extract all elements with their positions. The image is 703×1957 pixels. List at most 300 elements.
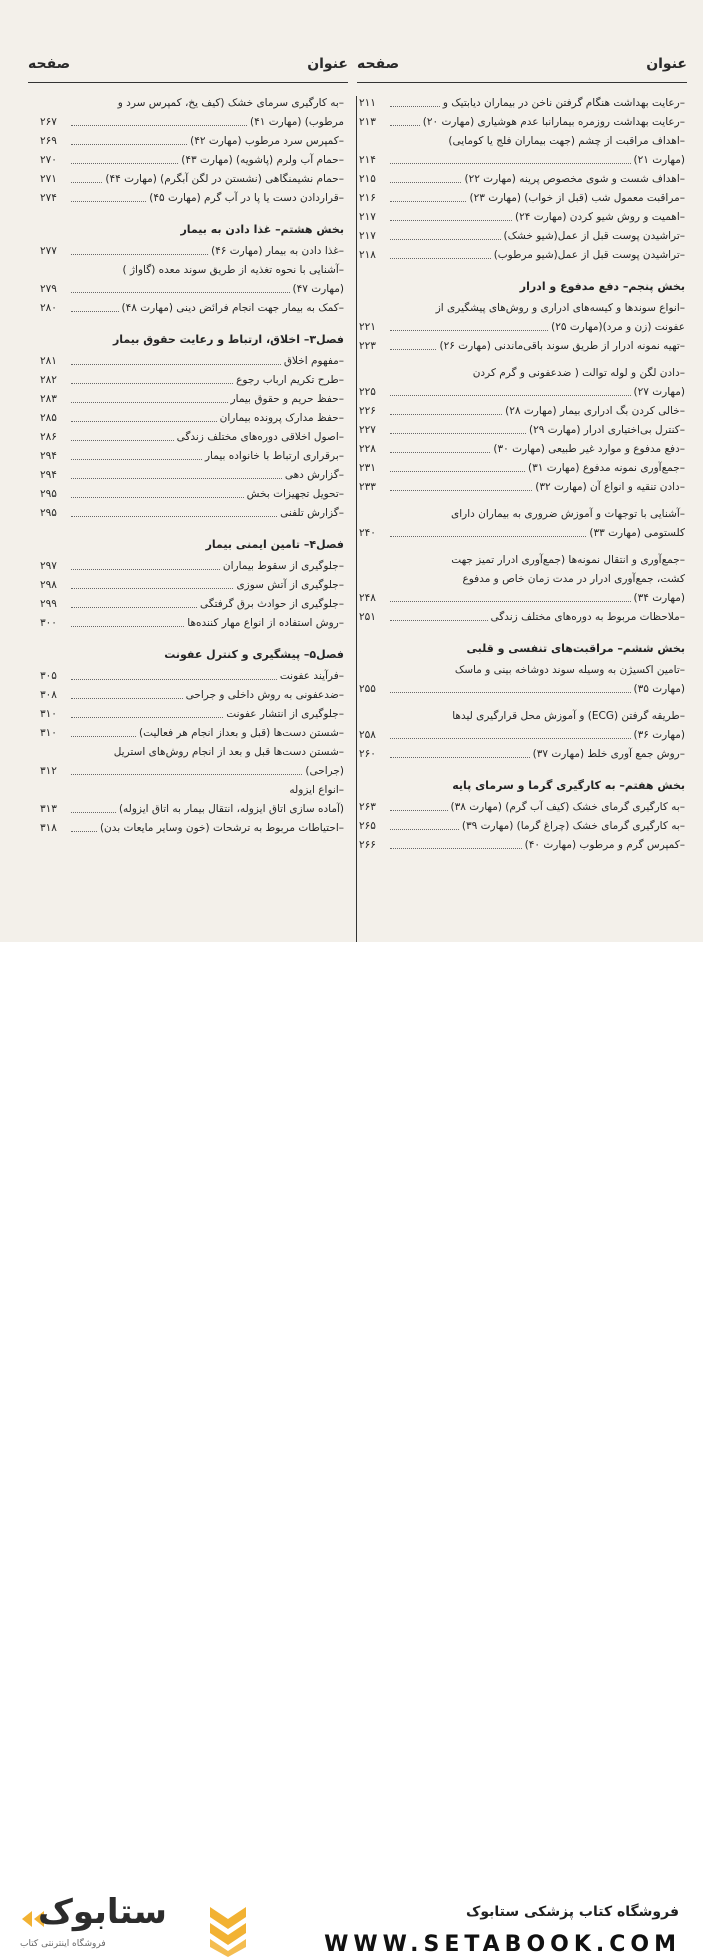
dot-leader	[71, 201, 146, 202]
dot-leader	[71, 679, 277, 680]
toc-entry	[359, 798, 685, 817]
toc-entry	[40, 390, 344, 409]
toc-page-number: ۲۹۵	[40, 488, 57, 500]
toc-entry-title: –کمپرس گرم و مرطوب (مهارت ۴۰)	[524, 839, 685, 851]
toc-entry	[40, 485, 344, 504]
toc-entry	[359, 551, 685, 608]
toc-entry-title: –انواع ایزوله	[289, 784, 344, 796]
dot-leader	[390, 395, 631, 396]
right-header-page: صفحه	[357, 56, 400, 72]
toc-entry	[359, 608, 685, 627]
toc-line	[359, 364, 685, 383]
toc-page-number: ۲۴۰	[359, 527, 376, 539]
toc-entry	[359, 459, 685, 478]
toc-line	[359, 726, 685, 745]
toc-line	[40, 781, 344, 800]
left-column-header	[28, 50, 348, 80]
toc-page-number: ۲۹۷	[40, 560, 57, 572]
toc-entry-title: –تامین اکسیژن به وسیله سوند دوشاخه بینی و ماسک	[454, 664, 685, 676]
store-url[interactable]: WWW.SETABOOK.COM	[324, 1932, 681, 1957]
toc-line	[359, 661, 685, 680]
dot-leader	[390, 738, 631, 739]
dot-leader	[390, 182, 461, 183]
toc-line	[359, 94, 685, 113]
dot-leader	[390, 330, 548, 331]
toc-entry-title: عفونت (زن و مرد)(مهارت ۲۵)	[551, 321, 685, 333]
toc-page-number: ۳۱۰	[40, 727, 57, 739]
toc-page-number: ۲۸۶	[40, 431, 57, 443]
toc-line	[359, 836, 685, 855]
toc-entry-title: –حفظ حریم و حقوق بیمار	[230, 393, 344, 405]
toc-page-number: ۲۸۳	[40, 393, 57, 405]
toc-entry-title: –گزارش دهی	[284, 469, 344, 481]
toc-entry	[359, 707, 685, 745]
toc-entry	[359, 836, 685, 855]
right-header-title: عنوان	[646, 56, 687, 72]
toc-line	[359, 745, 685, 764]
toc-line	[359, 227, 685, 246]
toc-entry-title: –اهداف شست و شوی مخصوص پرینه (مهارت ۲۲)	[464, 173, 685, 185]
toc-line	[40, 352, 344, 371]
dot-leader	[390, 239, 501, 240]
toc-entry-title: –دادن تنقیه و انواع آن (مهارت ۳۲)	[535, 481, 685, 493]
dot-leader	[71, 125, 247, 126]
toc-entry	[40, 504, 344, 523]
toc-line	[40, 132, 344, 151]
toc-entry-title: –حمام نشیمنگاهی (نشستن در لگن آبگرم) (مهارت ۴۴)	[105, 173, 344, 185]
toc-entry	[359, 189, 685, 208]
toc-line	[40, 466, 344, 485]
toc-page-number: ۳۰۸	[40, 689, 57, 701]
left-header-title: عنوان	[307, 56, 348, 72]
toc-entry-title: –به کارگیری گرمای خشک (کیف آب گرم) (مهارت ۳۸)	[450, 801, 685, 813]
toc-entry	[40, 667, 344, 686]
toc-entry-title: –کمپرس سرد مرطوب (مهارت ۴۲)	[190, 135, 344, 147]
brand-subtitle: فروشگاه اینترنتی کتاب	[20, 1939, 106, 1949]
dot-leader	[390, 349, 436, 350]
toc-entry	[359, 227, 685, 246]
toc-entry-title: –قراردادن دست یا پا در آب گرم (مهارت ۴۵)	[149, 192, 344, 204]
toc-line	[40, 800, 344, 819]
toc-page-number: ۲۱۳	[359, 116, 376, 128]
toc-line	[40, 819, 344, 838]
dot-leader	[71, 292, 290, 293]
toc-line	[359, 383, 685, 402]
toc-entry-title: –فرآیند عفونت	[279, 670, 344, 682]
spacer	[359, 543, 685, 551]
toc-entry	[40, 595, 344, 614]
toc-page-number: ۲۷۷	[40, 245, 57, 257]
section-heading: بخش ششم– مراقبت‌های تنفسی و قلبی	[466, 642, 685, 655]
footer-banner	[0, 942, 703, 1957]
dot-leader	[390, 452, 490, 453]
toc-entry	[359, 505, 685, 543]
toc-line	[359, 570, 685, 589]
toc-line	[359, 551, 685, 570]
toc-entry	[359, 299, 685, 337]
toc-entry-title: –رعایت بهداشت هنگام گرفتن ناخن در بیماران دیابتیک و	[442, 97, 685, 109]
toc-line	[40, 261, 344, 280]
toc-page-number: ۲۲۱	[359, 321, 376, 333]
toc-page-number: ۲۶۳	[359, 801, 376, 813]
left-header-page: صفحه	[28, 56, 71, 72]
dot-leader	[71, 254, 208, 255]
toc-page-number: ۲۵۱	[359, 611, 376, 623]
toc-entry	[40, 371, 344, 390]
toc-page-number: ۳۱۳	[40, 803, 57, 815]
right-column-header	[357, 50, 687, 80]
dot-leader	[71, 144, 187, 145]
toc-page-number: ۲۶۶	[359, 839, 376, 851]
section-heading: فصل۴– تامین ایمنی بیمار	[205, 538, 344, 551]
toc-entry	[40, 261, 344, 299]
toc-line	[40, 94, 344, 113]
toc-entry	[359, 478, 685, 497]
toc-line	[40, 428, 344, 447]
toc-line	[40, 390, 344, 409]
toc-entry-title: –کمک به بیمار جهت انجام فرائض دینی (مهارت ۴۸)	[121, 302, 344, 314]
toc-entry-title: –جلوگیری از آتش سوزی	[236, 579, 344, 591]
toc-line	[359, 524, 685, 543]
toc-line	[40, 485, 344, 504]
dot-leader	[71, 383, 233, 384]
dot-leader	[71, 163, 178, 164]
toc-entry-title: –تحویل تجهیزات بخش	[246, 488, 344, 500]
toc-entry-title: –حمام آب ولرم (پاشویه) (مهارت ۴۳)	[181, 154, 344, 166]
section-heading: بخش پنجم– دفع مدفوع و ادرار	[519, 280, 685, 293]
toc-page-number: ۲۷۰	[40, 154, 57, 166]
dot-leader	[390, 620, 488, 621]
toc-line	[359, 680, 685, 699]
toc-page-number: ۲۱۶	[359, 192, 376, 204]
dot-leader	[390, 601, 631, 602]
toc-entry	[40, 743, 344, 781]
toc-entry-title: –شستن دست‌ها قبل و بعد از انجام روش‌های استریل	[113, 746, 344, 758]
dot-leader	[390, 810, 448, 811]
dot-leader	[390, 829, 459, 830]
toc-entry-title: –جلوگیری از سقوط بیماران	[222, 560, 344, 572]
logo-chevron-icon	[210, 1907, 246, 1957]
toc-page-number: ۲۸۰	[40, 302, 57, 314]
dot-leader	[71, 182, 102, 183]
toc-entry	[40, 557, 344, 576]
dot-leader	[71, 569, 220, 570]
toc-page-number: ۲۱۷	[359, 230, 376, 242]
toc-entry-title: –اصول اخلاقی دوره‌های مختلف زندگی	[176, 431, 344, 443]
toc-entry-title: –طرح تکریم ارباب رجوع	[236, 374, 344, 386]
toc-line	[40, 724, 344, 743]
toc-entry-title: –برقراری ارتباط با خانواده بیمار	[204, 450, 344, 462]
toc-line	[359, 189, 685, 208]
dot-leader	[71, 812, 116, 813]
toc-line	[359, 132, 685, 151]
toc-entry-title: –کنترل بی‌اختیاری ادرار (مهارت ۲۹)	[528, 424, 685, 436]
toc-page-number: ۲۴۸	[359, 592, 376, 604]
dot-leader	[71, 364, 281, 365]
toc-entry-title: (مهارت ۳۵)	[633, 683, 685, 695]
toc-entry-title: –دادن لگن و لوله توالت ( ضدعفونی و گرم کردن	[472, 367, 685, 379]
toc-page-number: ۲۳۱	[359, 462, 376, 474]
toc-line	[359, 151, 685, 170]
toc-line	[40, 242, 344, 261]
toc-page-number: ۲۶۷	[40, 116, 57, 128]
toc-entry-title: –گزارش تلفنی	[280, 507, 344, 519]
toc-line	[40, 705, 344, 724]
dot-leader	[71, 831, 97, 832]
toc-entry-title: –جمع‌آوری و انتقال نمونه‌ها (جمع‌آوری ادرار تمیز جهت	[451, 554, 685, 566]
toc-entry	[359, 337, 685, 356]
dot-leader	[390, 757, 530, 758]
toc-line	[359, 608, 685, 627]
dot-leader	[71, 478, 282, 479]
toc-page-number: ۳۱۲	[40, 765, 57, 777]
toc-entry-title: –رعایت بهداشت روزمره بیمارانبا عدم هوشیاری (مهارت ۲۰)	[422, 116, 685, 128]
toc-line	[40, 557, 344, 576]
toc-page-number: ۳۰۵	[40, 670, 57, 682]
toc-entry	[40, 686, 344, 705]
toc-entry	[40, 170, 344, 189]
dot-leader	[71, 698, 183, 699]
toc-entry-title: (مهارت ۳۴)	[633, 592, 685, 604]
toc-entry	[40, 576, 344, 595]
toc-line	[40, 113, 344, 132]
toc-line	[359, 337, 685, 356]
toc-entry-title: –آشنایی با نحوه تغذیه از طریق سوند معده (گاواژ )	[122, 264, 344, 276]
toc-page-number: ۲۱۵	[359, 173, 376, 185]
toc-entry	[359, 364, 685, 402]
spacer	[359, 699, 685, 707]
toc-entry	[40, 409, 344, 428]
toc-entry	[40, 94, 344, 132]
dot-leader	[71, 402, 228, 403]
dot-leader	[71, 516, 277, 517]
toc-entry	[40, 352, 344, 371]
toc-entry-title: –ضدعفونی به روش داخلی و جراحی	[185, 689, 344, 701]
dot-leader	[71, 497, 244, 498]
toc-entry-title: –تهیه نمونه ادرار از طریق سوند باقی‌ماندنی (مهارت ۲۶)	[439, 340, 685, 352]
toc-entry	[359, 113, 685, 132]
toc-entry	[40, 614, 344, 633]
dot-leader	[71, 459, 202, 460]
dot-leader	[390, 471, 525, 472]
toc-line	[359, 402, 685, 421]
toc-entry-title: (مهارت ۲۱)	[633, 154, 685, 166]
store-name: فروشگاه کتاب پزشکی ستابوک	[466, 1904, 679, 1920]
toc-line	[40, 686, 344, 705]
toc-entry-title: کشت، جمع‌آوری ادرار در مدت زمان خاص و مدفوع	[462, 573, 685, 585]
toc-entry-title: (مهارت ۲۷)	[633, 386, 685, 398]
toc-entry-title: –حفظ مدارک پرونده بیماران	[219, 412, 344, 424]
toc-entry-title: –مراقبت معمول شب (قبل از خواب) (مهارت ۲۳)	[469, 192, 685, 204]
toc-page-number: ۲۷۱	[40, 173, 57, 185]
toc-page-number: ۲۶۹	[40, 135, 57, 147]
dot-leader	[390, 490, 532, 491]
toc-page-number: ۲۷۴	[40, 192, 57, 204]
toc-page-number: ۲۲۷	[359, 424, 376, 436]
right-column-toc	[359, 94, 685, 855]
toc-line	[40, 409, 344, 428]
toc-entry	[40, 724, 344, 743]
toc-entry-title: –تراشیدن پوست قبل از عمل(شیو مرطوب)	[493, 249, 685, 261]
spacer	[359, 356, 685, 364]
toc-line	[359, 589, 685, 608]
toc-line	[40, 576, 344, 595]
toc-line	[359, 798, 685, 817]
toc-entry-title: (آماده سازی اتاق ایزوله، انتقال بیمار به اتاق ایزوله)	[118, 803, 344, 815]
dot-leader	[390, 414, 502, 415]
toc-entry-title: –احتیاطات مربوط به ترشحات (خون وسایر مایعات بدن)	[99, 822, 344, 834]
toc-entry-title: –دفع مدفوع و موارد غیر طبیعی (مهارت ۳۰)	[493, 443, 685, 455]
toc-entry-title: –انواع سوندها و کیسه‌های ادراری و روش‌های پیشگیری از	[435, 302, 685, 314]
toc-entry-title: (مهارت ۳۶)	[633, 729, 685, 741]
toc-page-number: ۲۹۸	[40, 579, 57, 591]
toc-line	[359, 170, 685, 189]
dot-leader	[390, 201, 466, 202]
toc-entry	[40, 299, 344, 318]
toc-line	[40, 151, 344, 170]
toc-entry-title: –طریقه گرفتن (ECG) و آموزش محل قرارگیری لیدها	[452, 710, 685, 722]
dot-leader	[71, 626, 184, 627]
dot-leader	[71, 736, 136, 737]
toc-page-number: ۲۱۸	[359, 249, 376, 261]
toc-entry-title: –غذا دادن به بیمار (مهارت ۴۶)	[211, 245, 344, 257]
spacer	[359, 497, 685, 505]
toc-entry	[40, 466, 344, 485]
toc-entry	[40, 781, 344, 819]
toc-entry-title: کلستومی (مهارت ۳۳)	[589, 527, 685, 539]
toc-entry-title: –آشنایی با توجهات و آموزش ضروری به بیماران دارای	[451, 508, 685, 520]
toc-line	[359, 421, 685, 440]
toc-line	[359, 459, 685, 478]
toc-entry	[359, 817, 685, 836]
toc-line	[359, 208, 685, 227]
dot-leader	[390, 433, 526, 434]
toc-page-number: ۲۹۵	[40, 507, 57, 519]
toc-line	[40, 595, 344, 614]
toc-page-number: ۲۱۴	[359, 154, 376, 166]
dot-leader	[390, 163, 631, 164]
section-heading: فصل۳– اخلاق، ارتباط و رعایت حقوق بیمار	[112, 333, 344, 346]
toc-entry-title: (مهارت ۴۷)	[292, 283, 344, 295]
toc-line	[359, 707, 685, 726]
dot-leader	[390, 692, 631, 693]
toc-line	[40, 667, 344, 686]
dot-leader	[71, 440, 174, 441]
toc-page-number: ۲۵۸	[359, 729, 376, 741]
toc-line	[359, 299, 685, 318]
toc-page-number: ۳۱۸	[40, 822, 57, 834]
dot-leader	[71, 588, 233, 589]
toc-line	[359, 478, 685, 497]
toc-entry-title: –خالی کردن بگ ادراری بیمار (مهارت ۲۸)	[505, 405, 685, 417]
dot-leader	[390, 220, 512, 221]
toc-entry	[359, 94, 685, 113]
toc-line	[40, 280, 344, 299]
toc-entry-title: –به کارگیری گرمای خشک (چراغ گرما) (مهارت ۳۹)	[461, 820, 685, 832]
toc-entry-title: –روش استفاده از انواع مهار کننده‌ها	[187, 617, 344, 629]
dot-leader	[390, 848, 522, 849]
toc-entry-title: –اهداف مراقبت از چشم (جهت بیماران فلج یا کومایی)	[448, 135, 685, 147]
toc-page-number: ۲۶۰	[359, 748, 376, 760]
toc-page-number: ۲۲۸	[359, 443, 376, 455]
toc-line	[359, 113, 685, 132]
dot-leader	[390, 536, 586, 537]
toc-entry-title: –جمع‌آوری نمونه مدفوع (مهارت ۳۱)	[528, 462, 685, 474]
toc-entry	[359, 402, 685, 421]
toc-entry	[40, 705, 344, 724]
toc-line	[40, 743, 344, 762]
toc-entry	[40, 428, 344, 447]
section-heading: بخش هشتم– غذا دادن به بیمار	[180, 223, 344, 236]
toc-entry-title: (جراحی)	[305, 765, 344, 777]
toc-page-number: ۲۲۵	[359, 386, 376, 398]
toc-line	[40, 614, 344, 633]
left-header-rule	[28, 82, 348, 83]
toc-page-number: ۲۱۷	[359, 211, 376, 223]
toc-page-number: ۲۲۶	[359, 405, 376, 417]
toc-line	[359, 440, 685, 459]
toc-entry-title: –به کارگیری سرمای خشک (کیف یخ، کمپرس سرد و	[117, 97, 344, 109]
dot-leader	[71, 774, 302, 775]
right-header-rule	[357, 82, 687, 83]
toc-page-number: ۲۸۵	[40, 412, 57, 424]
toc-entry	[359, 421, 685, 440]
brand-name: ستابوک	[38, 1892, 167, 1932]
section-heading: بخش هفتم– به کارگیری گرما و سرمای پایه	[452, 779, 685, 792]
dot-leader	[71, 717, 223, 718]
toc-line	[359, 246, 685, 265]
dot-leader	[71, 607, 197, 608]
toc-page-number: ۲۵۵	[359, 683, 376, 695]
section-heading: فصل۵– پیشگیری و کنترل عفونت	[164, 648, 344, 661]
toc-page-number: ۲۹۹	[40, 598, 57, 610]
toc-entry	[40, 447, 344, 466]
toc-page-number: ۳۱۰	[40, 708, 57, 720]
toc-page-number: ۲۲۳	[359, 340, 376, 352]
dot-leader	[390, 258, 491, 259]
dot-leader	[71, 311, 119, 312]
toc-page-number: ۲۱۱	[359, 97, 376, 109]
toc-entry	[40, 151, 344, 170]
toc-line	[359, 318, 685, 337]
toc-entry-title: –شستن دست‌ها (قبل و بعداز انجام هر فعالیت)	[139, 727, 344, 739]
toc-entry-title: –جلوگیری از حوادث برق گرفتگی	[200, 598, 344, 610]
toc-line	[40, 762, 344, 781]
dot-leader	[390, 125, 420, 126]
toc-entry	[40, 189, 344, 208]
toc-entry-title: –ملاحظات مربوط به دوره‌های مختلف زندگی	[490, 611, 685, 623]
toc-entry	[359, 208, 685, 227]
left-column-toc	[40, 94, 344, 838]
toc-line	[40, 447, 344, 466]
toc-line	[40, 299, 344, 318]
toc-entry	[359, 661, 685, 699]
document-page	[0, 0, 703, 942]
toc-entry	[40, 132, 344, 151]
toc-line	[40, 371, 344, 390]
toc-line	[359, 505, 685, 524]
toc-entry	[40, 819, 344, 838]
toc-entry	[359, 170, 685, 189]
toc-entry	[359, 745, 685, 764]
toc-entry-title: –تراشیدن پوست قبل از عمل(شیو خشک)	[503, 230, 685, 242]
toc-line	[40, 170, 344, 189]
dot-leader	[390, 106, 440, 107]
toc-entry-title: –اهمیت و روش شیو کردن (مهارت ۲۴)	[515, 211, 685, 223]
toc-page-number: ۳۰۰	[40, 617, 57, 629]
toc-page-number: ۲۷۹	[40, 283, 57, 295]
toc-entry	[359, 132, 685, 170]
